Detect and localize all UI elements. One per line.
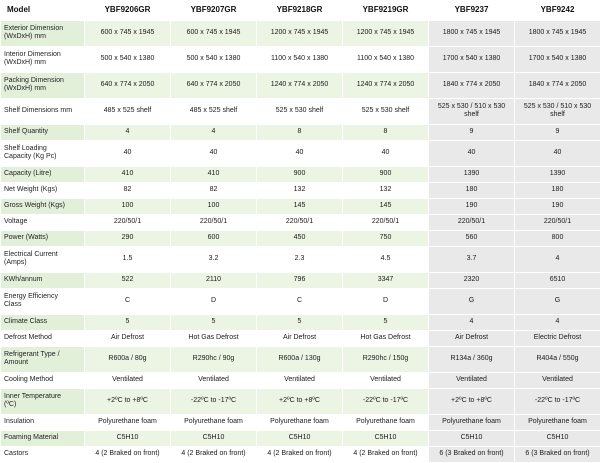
- row-label-line1: Cooling Method: [4, 376, 54, 384]
- row-value-cell: 900: [257, 166, 343, 182]
- row-value-cell: 3.2: [171, 246, 257, 272]
- row-label-line1: Insulation: [4, 418, 34, 426]
- row-value-cell: C5H10: [257, 430, 343, 446]
- row-value-cell: 4: [171, 124, 257, 140]
- table-row: [1, 346, 600, 372]
- table-row: [1, 230, 600, 246]
- row-label-cell: [1, 98, 85, 124]
- row-label-cell: [1, 20, 85, 46]
- row-value-cell: 450: [257, 230, 343, 246]
- row-label-cell: [1, 46, 85, 72]
- row-value-cell: 1100 x 540 x 1380: [257, 46, 343, 72]
- table-row: [1, 288, 600, 314]
- table-row: [1, 272, 600, 288]
- row-value-cell: 180: [515, 182, 600, 198]
- row-value-cell: -22ºC to -17ºC: [171, 388, 257, 414]
- row-label-line1: Energy Efficiency: [4, 293, 58, 301]
- header-model-cell: YBF9218GR: [257, 1, 343, 21]
- row-value-cell: Ventilated: [171, 372, 257, 388]
- row-value-cell: 9: [515, 124, 600, 140]
- row-value-cell: 485 x 525 shelf: [85, 98, 171, 124]
- row-label-cell: [1, 346, 85, 372]
- row-value-cell: 40: [171, 140, 257, 166]
- row-value-cell: C5H10: [515, 430, 600, 446]
- row-value-cell: 5: [257, 314, 343, 330]
- row-value-cell: 220/50/1: [343, 214, 429, 230]
- row-label-cell: [1, 214, 85, 230]
- row-value-cell: C: [85, 288, 171, 314]
- row-value-cell: Electric Defrost: [515, 330, 600, 346]
- header-model-cell: YBF9207GR: [171, 1, 257, 21]
- row-value-cell: 500 x 540 x 1380: [171, 46, 257, 72]
- row-value-cell: 8: [257, 124, 343, 140]
- row-label-line1: Climate Class: [4, 318, 48, 326]
- row-value-cell: +2ºC to +8ºC: [85, 388, 171, 414]
- row-value-cell: +2ºC to +8ºC: [257, 388, 343, 414]
- row-value-cell: 220/50/1: [171, 214, 257, 230]
- row-value-cell: 220/50/1: [257, 214, 343, 230]
- row-value-cell: 750: [343, 230, 429, 246]
- table-row: [1, 372, 600, 388]
- row-label-cell: [1, 430, 85, 446]
- row-label-line1: Exterior Dimension: [4, 25, 64, 33]
- row-value-cell: Ventilated: [343, 372, 429, 388]
- table-row: [1, 182, 600, 198]
- row-value-cell: Polyurethane foam: [85, 414, 171, 430]
- row-value-cell: C5H10: [171, 430, 257, 446]
- row-value-cell: 796: [257, 272, 343, 288]
- row-value-cell: Air Defrost: [429, 330, 515, 346]
- row-value-cell: 600: [171, 230, 257, 246]
- row-label-line2: Amount: [4, 359, 29, 367]
- row-value-cell: 1240 x 774 x 2050: [257, 72, 343, 98]
- row-value-cell: Polyurethane foam: [257, 414, 343, 430]
- row-value-cell: R290hc / 90g: [171, 346, 257, 372]
- row-value-cell: 640 x 774 x 2050: [171, 72, 257, 98]
- row-value-cell: G: [515, 288, 600, 314]
- table-row: [1, 98, 600, 124]
- row-value-cell: Ventilated: [257, 372, 343, 388]
- row-value-cell: Polyurethane foam: [171, 414, 257, 430]
- row-value-cell: 190: [515, 198, 600, 214]
- table-row: [1, 330, 600, 346]
- row-value-cell: 1200 x 745 x 1945: [343, 20, 429, 46]
- row-value-cell: C5H10: [343, 430, 429, 446]
- row-label-line1: Capacity (Litre): [4, 170, 52, 178]
- row-value-cell: 5: [85, 314, 171, 330]
- table-header-row: [1, 1, 600, 21]
- row-label-line1: Shelf Dimensions mm: [4, 107, 73, 115]
- row-value-cell: 1700 x 540 x 1380: [515, 46, 600, 72]
- row-value-cell: 525 x 530 shelf: [343, 98, 429, 124]
- row-label-cell: [1, 446, 85, 462]
- table-row: [1, 46, 600, 72]
- row-value-cell: 4 (2 Braked on front): [171, 446, 257, 462]
- table-row: [1, 446, 600, 462]
- row-value-cell: 600 x 745 x 1945: [171, 20, 257, 46]
- row-label-line2: (WxDxH) mm: [4, 59, 46, 67]
- row-label-line1: Voltage: [4, 218, 28, 226]
- row-value-cell: 3.7: [429, 246, 515, 272]
- row-value-cell: 1390: [515, 166, 600, 182]
- row-value-cell: Ventilated: [515, 372, 600, 388]
- row-value-cell: R404a / 550g: [515, 346, 600, 372]
- row-value-cell: 220/50/1: [429, 214, 515, 230]
- row-value-cell: 4 (2 Braked on front): [343, 446, 429, 462]
- row-label-cell: [1, 388, 85, 414]
- row-value-cell: 1200 x 745 x 1945: [257, 20, 343, 46]
- row-value-cell: 1800 x 745 x 1945: [515, 20, 600, 46]
- row-value-cell: 190: [429, 198, 515, 214]
- row-value-cell: 82: [171, 182, 257, 198]
- row-value-cell: 2110: [171, 272, 257, 288]
- row-label-cell: [1, 140, 85, 166]
- row-label-line1: Interior Dimension: [4, 51, 61, 59]
- row-label-line1: Power (Watts): [4, 234, 49, 242]
- row-value-cell: 100: [171, 198, 257, 214]
- row-label-line1: Foaming Material: [4, 434, 59, 442]
- row-value-cell: 6510: [515, 272, 600, 288]
- row-value-cell: 2320: [429, 272, 515, 288]
- row-value-cell: +2ºC to +8ºC: [429, 388, 515, 414]
- row-value-cell: 180: [429, 182, 515, 198]
- row-label-cell: [1, 314, 85, 330]
- row-label-line2: (WxDxH) mm: [4, 33, 46, 41]
- row-label-cell: [1, 230, 85, 246]
- row-label-cell: [1, 198, 85, 214]
- row-value-cell: Hot Gas Defrost: [171, 330, 257, 346]
- row-label-cell: [1, 72, 85, 98]
- row-value-cell: R290hc / 150g: [343, 346, 429, 372]
- row-value-cell: 522: [85, 272, 171, 288]
- table-body: [1, 1, 600, 463]
- header-model-cell: YBF9219GR: [343, 1, 429, 21]
- header-label-cell: Model: [1, 1, 85, 21]
- row-value-cell: C: [257, 288, 343, 314]
- row-value-cell: 40: [515, 140, 600, 166]
- row-value-cell: 800: [515, 230, 600, 246]
- table-row: [1, 166, 600, 182]
- row-value-cell: 600 x 745 x 1945: [85, 20, 171, 46]
- row-label-line1: Refrigerant Type /: [4, 351, 60, 359]
- table-row: [1, 72, 600, 98]
- row-label-cell: [1, 372, 85, 388]
- row-value-cell: 145: [343, 198, 429, 214]
- row-label-line1: KWh/annum: [4, 276, 43, 284]
- row-label-line1: Inner Temperature: [4, 393, 62, 401]
- row-value-cell: Hot Gas Defrost: [343, 330, 429, 346]
- row-label-cell: [1, 288, 85, 314]
- row-label-line1: Castors: [4, 450, 29, 458]
- row-value-cell: R600a / 130g: [257, 346, 343, 372]
- header-model-cell: YBF9237: [429, 1, 515, 21]
- row-value-cell: 220/50/1: [515, 214, 600, 230]
- table-row: [1, 388, 600, 414]
- row-value-cell: 1840 x 774 x 2050: [515, 72, 600, 98]
- row-label-line2: (Amps): [4, 259, 27, 267]
- row-value-cell: 40: [429, 140, 515, 166]
- row-value-cell: 1240 x 774 x 2050: [343, 72, 429, 98]
- row-value-cell: 410: [85, 166, 171, 182]
- table-row: [1, 198, 600, 214]
- row-value-cell: 4: [85, 124, 171, 140]
- row-label-line1: Gross Weight (Kgs): [4, 202, 65, 210]
- table-row: [1, 430, 600, 446]
- row-value-cell: Air Defrost: [257, 330, 343, 346]
- row-value-cell: 3347: [343, 272, 429, 288]
- row-value-cell: R134a / 360g: [429, 346, 515, 372]
- row-value-cell: 2.3: [257, 246, 343, 272]
- row-label-line1: Shelf Loading: [4, 145, 47, 153]
- row-value-cell: 4: [429, 314, 515, 330]
- row-value-cell: 6 (3 Braked on front): [429, 446, 515, 462]
- row-value-cell: 1800 x 745 x 1945: [429, 20, 515, 46]
- row-value-cell: Ventilated: [85, 372, 171, 388]
- row-label-cell: [1, 414, 85, 430]
- row-value-cell: -22ºC to -17ºC: [343, 388, 429, 414]
- row-value-cell: 6 (3 Braked on front): [515, 446, 600, 462]
- row-label-cell: [1, 166, 85, 182]
- row-value-cell: 5: [343, 314, 429, 330]
- row-value-cell: 640 x 774 x 2050: [85, 72, 171, 98]
- row-label-line1: Shelf Quantity: [4, 128, 48, 136]
- row-value-cell: Polyurethane foam: [343, 414, 429, 430]
- row-label-cell: [1, 330, 85, 346]
- row-value-cell: 5: [171, 314, 257, 330]
- row-label-line1: Defrost Method: [4, 334, 52, 342]
- row-value-cell: 8: [343, 124, 429, 140]
- row-value-cell: 500 x 540 x 1380: [85, 46, 171, 72]
- table-row: [1, 20, 600, 46]
- row-value-cell: 525 x 530 / 510 x 530 shelf: [515, 98, 600, 124]
- row-value-cell: 4: [515, 246, 600, 272]
- table-row: [1, 246, 600, 272]
- row-value-cell: 82: [85, 182, 171, 198]
- table-row: [1, 414, 600, 430]
- row-value-cell: 4: [515, 314, 600, 330]
- row-label-line1: Net Weight (Kgs): [4, 186, 58, 194]
- row-value-cell: D: [171, 288, 257, 314]
- row-value-cell: R600a / 80g: [85, 346, 171, 372]
- table-row: [1, 314, 600, 330]
- row-value-cell: 40: [85, 140, 171, 166]
- table-row: [1, 214, 600, 230]
- row-value-cell: 132: [343, 182, 429, 198]
- row-value-cell: 900: [343, 166, 429, 182]
- row-value-cell: Ventilated: [429, 372, 515, 388]
- row-value-cell: C5H10: [85, 430, 171, 446]
- row-value-cell: 485 x 525 shelf: [171, 98, 257, 124]
- row-value-cell: Air Defrost: [85, 330, 171, 346]
- row-value-cell: 145: [257, 198, 343, 214]
- row-value-cell: 4.5: [343, 246, 429, 272]
- row-label-line1: Packing Dimension: [4, 77, 64, 85]
- row-label-line2: Class: [4, 301, 22, 309]
- row-label-cell: [1, 272, 85, 288]
- row-value-cell: D: [343, 288, 429, 314]
- row-value-cell: 40: [343, 140, 429, 166]
- row-value-cell: 1390: [429, 166, 515, 182]
- row-value-cell: 4 (2 Braked on front): [257, 446, 343, 462]
- row-value-cell: 525 x 530 shelf: [257, 98, 343, 124]
- row-label-cell: [1, 246, 85, 272]
- header-model-cell: YBF9206GR: [85, 1, 171, 21]
- row-label-line2: Capacity (Kg Pc): [4, 153, 57, 161]
- row-value-cell: 410: [171, 166, 257, 182]
- row-value-cell: 40: [257, 140, 343, 166]
- row-value-cell: Polyurethane foam: [515, 414, 600, 430]
- row-value-cell: -22ºC to -17ºC: [515, 388, 600, 414]
- row-label-cell: [1, 124, 85, 140]
- row-label-cell: [1, 182, 85, 198]
- table-row: [1, 124, 600, 140]
- table-row: [1, 140, 600, 166]
- row-value-cell: 1.5: [85, 246, 171, 272]
- row-value-cell: 1840 x 774 x 2050: [429, 72, 515, 98]
- header-model-cell: YBF9242: [515, 1, 600, 21]
- row-value-cell: 9: [429, 124, 515, 140]
- row-value-cell: 560: [429, 230, 515, 246]
- row-value-cell: 1700 x 540 x 1380: [429, 46, 515, 72]
- row-label-line1: Electrical Current: [4, 251, 58, 259]
- row-value-cell: G: [429, 288, 515, 314]
- row-value-cell: 1100 x 540 x 1380: [343, 46, 429, 72]
- row-value-cell: 100: [85, 198, 171, 214]
- row-value-cell: 290: [85, 230, 171, 246]
- row-value-cell: 4 (2 Braked on front): [85, 446, 171, 462]
- row-value-cell: 132: [257, 182, 343, 198]
- row-value-cell: 220/50/1: [85, 214, 171, 230]
- row-value-cell: C5H10: [429, 430, 515, 446]
- row-label-line2: (WxDxH) mm: [4, 85, 46, 93]
- row-value-cell: Polyurethane foam: [429, 414, 515, 430]
- row-value-cell: 525 x 530 / 510 x 530 shelf: [429, 98, 515, 124]
- row-label-line2: (ºC): [4, 401, 17, 409]
